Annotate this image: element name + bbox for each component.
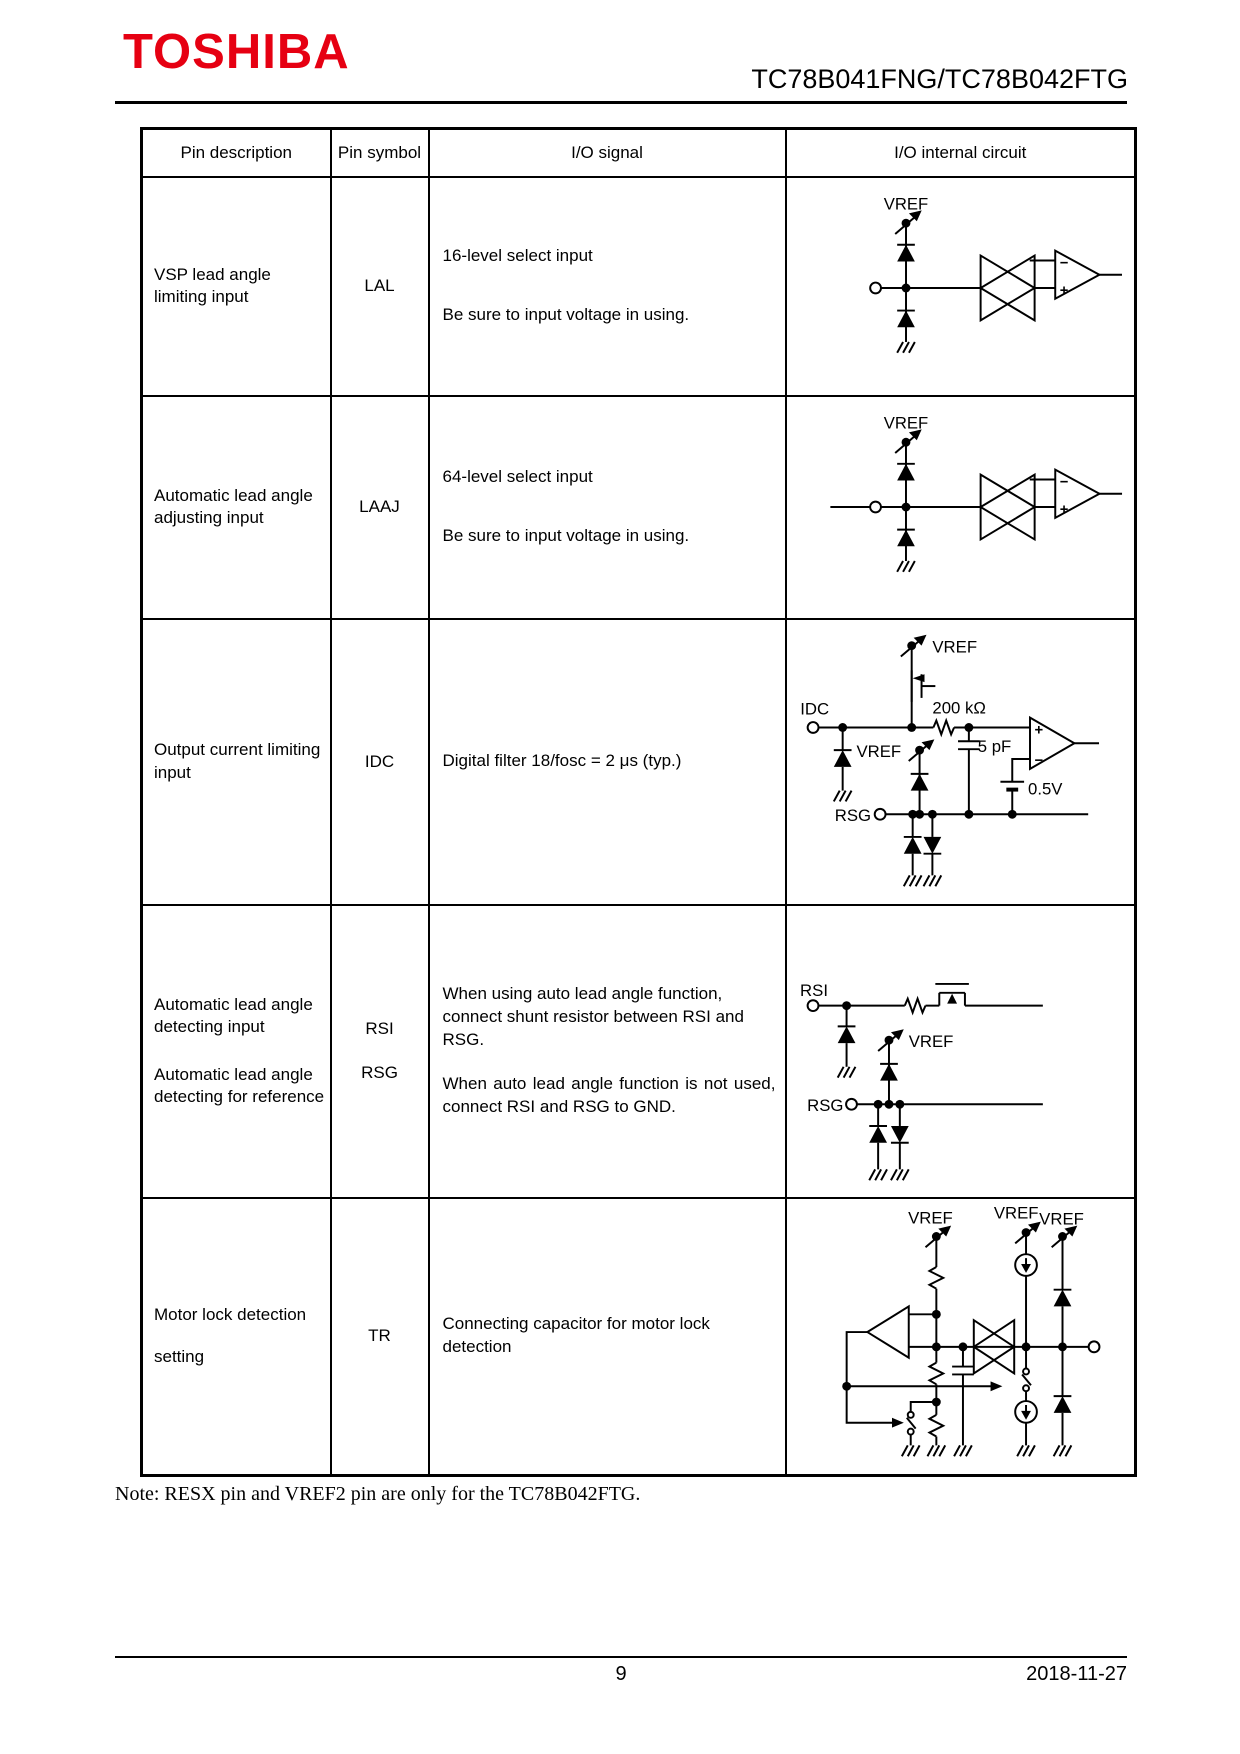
diode-icon: [910, 773, 928, 790]
page-number: 9: [615, 1663, 627, 1685]
arrow-right-icon: [891, 1418, 903, 1428]
idc-label: IDC: [799, 699, 829, 719]
diode-icon: [1053, 1396, 1071, 1413]
ground-icon: [897, 561, 915, 572]
vref-supply-icon: [1051, 1226, 1077, 1248]
input-terminal: [870, 282, 881, 293]
opamp-minus-label: −: [1034, 752, 1043, 769]
input-terminal: [870, 501, 881, 512]
tr-circuit-diagram: [787, 1199, 1133, 1473]
diode-icon: [897, 463, 915, 480]
ground-icon: [927, 1446, 945, 1457]
table-row: [142, 905, 1136, 1198]
diode-icon: [869, 1125, 887, 1142]
lal-circuit-diagram: [787, 179, 1133, 394]
col-header-io-signal: I/O signal: [429, 129, 786, 177]
pin-symbol-line: RSG: [361, 1063, 398, 1082]
rsg-label: RSG: [806, 1095, 843, 1115]
pin-symbol: LAL: [331, 177, 429, 396]
diode-icon: [923, 836, 941, 853]
rsi-terminal: [807, 1000, 818, 1011]
rsi-rsg-circuit-diagram: [787, 907, 1133, 1196]
pin-description: VSP lead angle limiting input: [142, 177, 331, 396]
diode-icon: [897, 244, 915, 261]
ground-icon: [837, 1066, 855, 1077]
vref-supply-icon: [878, 1029, 904, 1051]
io-signal-line: Be sure to input voltage in using.: [442, 305, 690, 324]
current-source-icon: [1015, 1401, 1037, 1423]
vref-label: VREF: [931, 637, 977, 657]
battery-value-label: 0.5V: [1027, 779, 1063, 799]
diode-icon: [833, 750, 851, 767]
pin-description-line: Automatic lead angle detecting input: [154, 994, 313, 1036]
vref-supply-icon: [900, 634, 926, 656]
transfer-gate-icon: [980, 255, 1034, 320]
ground-icon: [1053, 1446, 1071, 1457]
ground-icon: [890, 1169, 908, 1180]
toshiba-logo: TOSHIBA: [123, 25, 350, 79]
pin-symbol: TR: [331, 1198, 429, 1476]
io-signal-line: Be sure to input voltage in using.: [442, 526, 690, 545]
vref-label: VREF: [855, 741, 901, 761]
resistor-icon: [929, 1267, 943, 1289]
buffer-amp-icon: [867, 1307, 908, 1358]
vref-supply-icon: [908, 739, 934, 761]
diode-icon: [880, 1063, 898, 1080]
laaj-circuit-diagram: [787, 398, 1133, 617]
pin-symbol: LAAJ: [331, 396, 429, 619]
resistor-icon: [904, 998, 925, 1012]
io-internal-circuit-cell: [786, 177, 1136, 396]
pin-description-line: Automatic lead angle detecting for reference: [154, 1065, 325, 1107]
footer-rule: [115, 1656, 1127, 1658]
io-signal-line: Connecting capacitor for motor lock detection: [442, 1314, 710, 1357]
diode-icon: [837, 1026, 855, 1043]
capacitor-value-label: 5 pF: [977, 736, 1011, 756]
table-header-row: [142, 129, 1136, 177]
vref-label: VREF: [1038, 1209, 1084, 1229]
opamp-plus-label: +: [1059, 282, 1068, 299]
pin-description: Output current limiting input: [142, 619, 331, 905]
tr-terminal: [1088, 1342, 1099, 1353]
vref-label: VREF: [883, 193, 928, 213]
col-header-pin-symbol: Pin symbol: [331, 129, 429, 177]
pin-description: Motor lock detection setting: [142, 1198, 331, 1476]
io-signal-line: 16-level select input: [442, 246, 593, 266]
transfer-gate-icon: [980, 474, 1034, 539]
pin-table: [140, 127, 1137, 1477]
footer-date: 2018-11-27: [1026, 1663, 1127, 1685]
current-source-icon: [1015, 1254, 1037, 1276]
ground-icon: [923, 875, 941, 886]
rsg-terminal: [846, 1098, 857, 1109]
ground-icon: [901, 1446, 919, 1457]
io-signal-line: When auto lead angle function is not used, connect RSI and RSG to GND.: [442, 1074, 776, 1117]
node-dot: [915, 809, 924, 818]
idc-circuit-diagram: [787, 621, 1133, 903]
diode-icon: [903, 836, 921, 853]
header-rule: [115, 101, 1127, 104]
rsg-terminal: [874, 808, 885, 819]
diode-icon: [897, 310, 915, 327]
rsg-label: RSG: [834, 805, 871, 825]
opamp-minus-label: −: [1059, 254, 1068, 271]
ground-icon: [954, 1446, 972, 1457]
pin-symbol: [331, 905, 429, 1198]
switch-icon: [906, 1402, 936, 1445]
io-internal-circuit-cell: [786, 619, 1136, 905]
io-signal-line: Digital filter 18/fosc = 2 μs (typ.): [442, 751, 682, 771]
mosfet-icon: [935, 983, 969, 1005]
io-signal: [429, 1198, 786, 1476]
vref-label: VREF: [908, 1031, 953, 1051]
diode-icon: [897, 529, 915, 546]
node-dot: [884, 1099, 893, 1108]
pin-symbol-line: RSI: [365, 1019, 394, 1038]
idc-terminal: [807, 722, 818, 733]
battery-icon: [1000, 781, 1024, 814]
document-title: TC78B041FNG/TC78B042FTG: [751, 64, 1128, 94]
io-internal-circuit-cell: [786, 905, 1136, 1198]
diode-icon: [1053, 1290, 1071, 1307]
ground-icon: [869, 1169, 887, 1180]
col-header-io-internal-circuit: I/O internal circuit: [786, 129, 1136, 177]
table-row: [142, 396, 1136, 619]
switch-icon: [1022, 1347, 1031, 1401]
pin-symbol: IDC: [331, 619, 429, 905]
io-signal: [429, 905, 786, 1198]
table-row: [142, 177, 1136, 396]
rsi-label: RSI: [799, 980, 828, 1000]
vref-supply-icon: [1015, 1222, 1041, 1244]
vref-supply-icon: [895, 429, 922, 453]
footnote: Note: RESX pin and VREF2 pin are only for the TC78B042FTG.: [115, 1483, 641, 1505]
resistor-icon: [929, 1363, 943, 1385]
diode-icon: [890, 1125, 908, 1142]
ground-icon: [833, 790, 851, 801]
vref-supply-icon: [925, 1226, 951, 1248]
vref-label: VREF: [907, 1208, 953, 1228]
pmos-transistor-icon: [911, 670, 935, 702]
col-header-pin-description: Pin description: [142, 129, 331, 177]
vref-supply-icon: [895, 210, 922, 234]
vref-label: VREF: [993, 1203, 1039, 1223]
resistor-value-label: 200 kΩ: [931, 698, 986, 718]
ground-icon: [903, 875, 921, 886]
minus-input-wire: [1012, 759, 1030, 782]
io-signal: [429, 619, 786, 905]
capacitor-icon: [952, 1347, 974, 1446]
resistor-icon: [929, 1415, 943, 1437]
io-internal-circuit-cell: [786, 1198, 1136, 1476]
io-signal: [429, 396, 786, 619]
table-row: [142, 1198, 1136, 1476]
io-internal-circuit-cell: [786, 396, 1136, 619]
arrow-right-icon: [990, 1382, 1002, 1392]
io-signal: [429, 177, 786, 396]
capacitor-icon: [958, 727, 980, 814]
node-dot: [907, 723, 916, 732]
opamp-plus-label: +: [1034, 721, 1043, 738]
resistor-icon: [933, 720, 954, 734]
opamp-minus-label: −: [1059, 473, 1068, 490]
table-row: [142, 619, 1136, 905]
ground-icon: [1017, 1446, 1035, 1457]
opamp-plus-label: +: [1059, 501, 1068, 518]
io-signal-line: 64-level select input: [442, 467, 593, 487]
pin-description: Automatic lead angle adjusting input: [142, 396, 331, 619]
ground-icon: [897, 341, 915, 352]
io-signal-line: When using auto lead angle function, connect shunt resistor between RSI and RSG.: [442, 983, 744, 1049]
pin-description: [142, 905, 331, 1198]
vref-label: VREF: [883, 412, 928, 432]
